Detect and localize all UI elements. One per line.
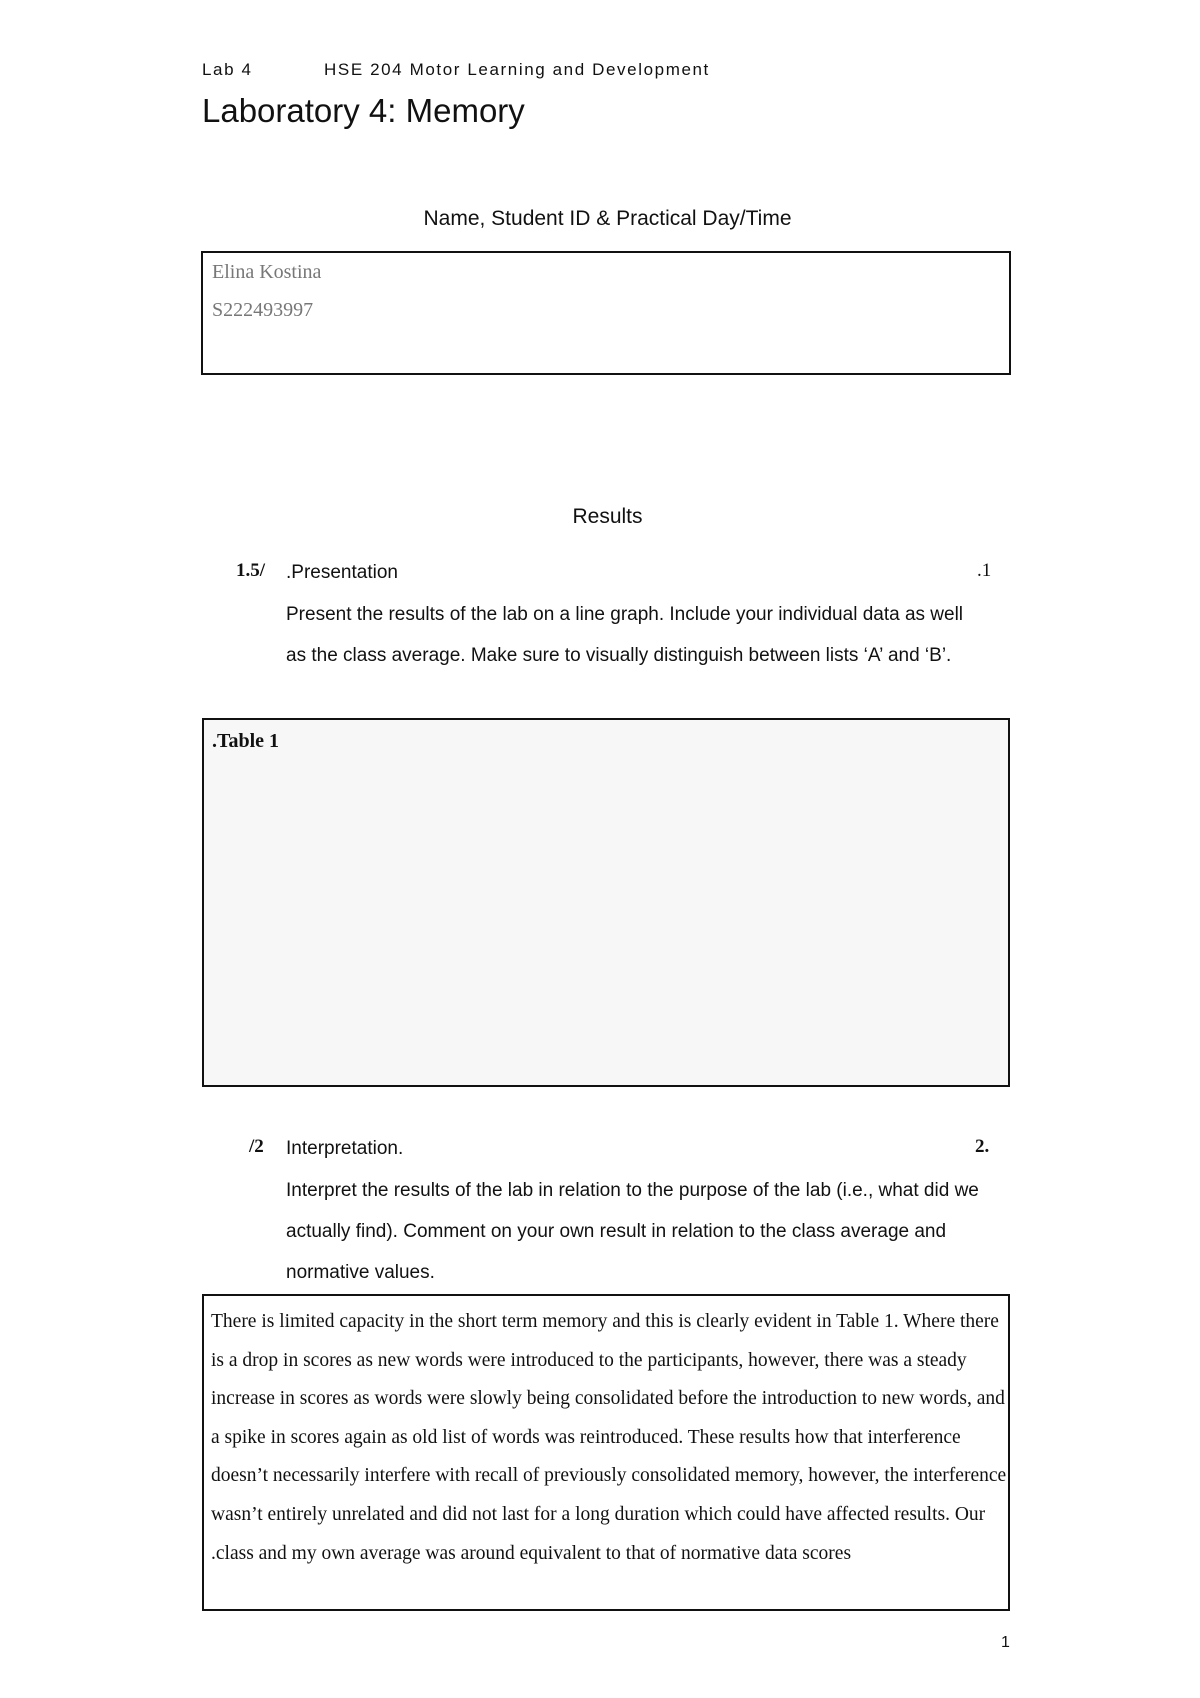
table-1-box[interactable]: [202, 718, 1010, 1087]
q2-answer-text: There is limited capacity in the short term memory and this is clearly evident in Table 1. Where there is a drop in scores as new words were introduced to the participants, however, there was a steady increase in scores as words were slowly being consolidated before the introduction to new words, and a spike in scores again as old list of words was reintroduced. These results how that interference doesn’t necessarily interfere with recall of previously consolidated memory, however, the interference wasn’t entirely unrelated and did not last for a long duration which could have affected results. Our .class and my own average was around equivalent to that of normative data scores: [211, 1311, 1007, 1564]
page-title: Laboratory 4: Memory: [202, 92, 525, 129]
q2-score: /2: [249, 1136, 264, 1157]
student-name: Elina Kostina: [212, 261, 322, 283]
q2-number: 2.: [975, 1136, 990, 1157]
q1-score: 1.5/: [236, 560, 266, 581]
student-id: S222493997: [212, 299, 314, 321]
table-1-label: .Table 1: [212, 730, 280, 752]
name-box[interactable]: [201, 251, 1011, 375]
name-section-heading: Name, Student ID & Practical Day/Time: [423, 207, 792, 230]
q1-number: .1: [977, 560, 992, 581]
q2-label: Interpretation.: [286, 1138, 404, 1159]
header-course: HSE 204 Motor Learning and Development: [324, 60, 710, 79]
q1-instructions: Present the results of the lab on a line graph. Include your individual data as well as the class average. Make sure to visually distinguish between lists ‘A’ and ‘B’.: [286, 604, 964, 666]
results-heading: Results: [572, 505, 643, 528]
q2-instructions: Interpret the results of the lab in relation to the purpose of the lab (i.e., what did we actually find). Comment on your own result in relation to the class average and normative values.: [286, 1180, 979, 1283]
q2-answer-box[interactable]: [202, 1294, 1010, 1611]
q1-label: .Presentation: [286, 562, 398, 583]
page-header: [202, 60, 710, 80]
header-lab: Lab 4: [202, 60, 253, 79]
page-number: 1: [1001, 1634, 1010, 1651]
